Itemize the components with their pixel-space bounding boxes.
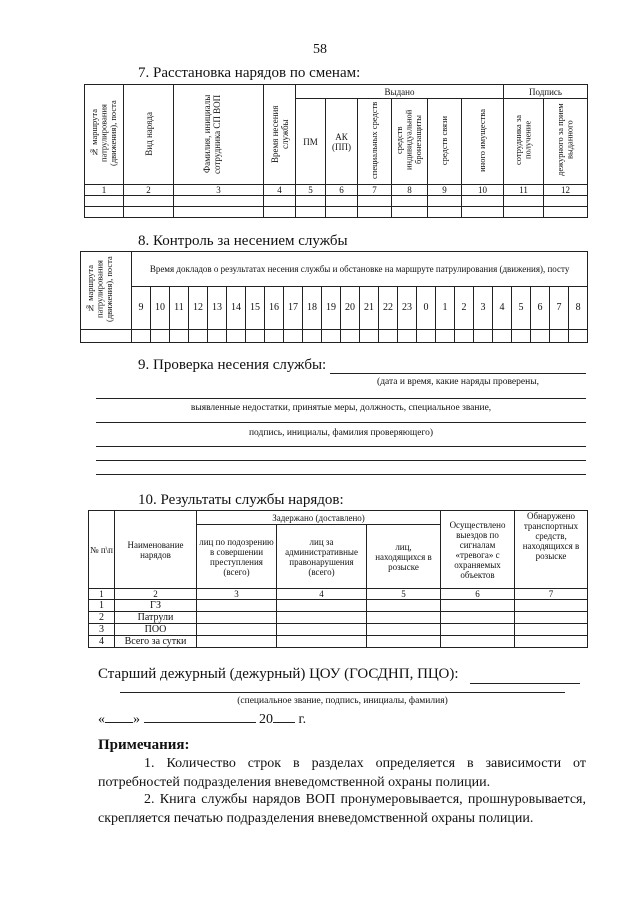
header-employee: Фамилия, инициалы сотрудника СП ВОП [174, 85, 264, 185]
date-line: « » 20 г. [98, 712, 307, 727]
section8-title: 8. Контроль за несением службы [138, 233, 348, 249]
col-number: 1 [85, 185, 124, 196]
col-number: 3 [174, 185, 264, 196]
header-special: специальных средств [358, 99, 392, 185]
fill-line [96, 422, 586, 423]
hour-cell: 5 [512, 286, 531, 329]
header-pm: ПМ [296, 99, 326, 185]
hour-cell: 3 [474, 286, 493, 329]
header-name: Наименование нарядов [115, 511, 197, 589]
hour-cell: 12 [189, 286, 208, 329]
fill-line [96, 460, 586, 461]
header-route: № маршрута патрулирования (движения), поста [81, 252, 132, 330]
row-num: 2 [89, 612, 115, 624]
col-number: 7 [358, 185, 392, 196]
header-duty-type: Вид наряда [124, 85, 174, 185]
header-signature: Подпись [504, 85, 588, 99]
col-number: 1 [89, 589, 115, 600]
hour-cell: 18 [303, 286, 322, 329]
hour-cell: 13 [208, 286, 227, 329]
row-name: Патрули [115, 612, 197, 624]
hour-cell: 17 [284, 286, 303, 329]
fill-line [96, 474, 586, 475]
table-row [89, 600, 588, 612]
hour-cell: 20 [341, 286, 360, 329]
col-number: 8 [392, 185, 428, 196]
hour-cell: 23 [398, 286, 417, 329]
hour-cell: 15 [246, 286, 265, 329]
header-num: № п\п [89, 511, 115, 589]
row-num: 3 [89, 624, 115, 636]
section9-title: 9. Проверка несения службы: [138, 357, 327, 373]
fill-line [330, 373, 586, 374]
col-number: 10 [462, 185, 504, 196]
signoff-label: Старший дежурный (дежурный) ЦОУ (ГОСДНП, ПЦО): [98, 666, 459, 682]
table-row [89, 612, 588, 624]
table-row [85, 207, 588, 218]
col-number: 5 [296, 185, 326, 196]
col-number: 7 [515, 589, 588, 600]
col-number: 2 [115, 589, 197, 600]
col-number: 4 [264, 185, 296, 196]
col-number: 11 [504, 185, 544, 196]
hour-cell: 9 [132, 286, 151, 329]
header-suspects: лиц по подозрению в совершении преступления (всего) [197, 525, 277, 589]
hour-cell: 1 [436, 286, 455, 329]
fill-line [96, 446, 586, 447]
hour-cell: 16 [265, 286, 284, 329]
col-number: 6 [326, 185, 358, 196]
col-number: 4 [277, 589, 367, 600]
header-report-time: Время докладов о результатах несения службы и обстановке на маршруте патрулирования (движения), посту [132, 252, 588, 287]
header-issued: Выдано [296, 85, 504, 99]
header-time: Время несения службы [264, 85, 296, 185]
hour-cell: 10 [151, 286, 170, 329]
duty-results-table [88, 510, 588, 648]
header-alarms: Осуществлено выездов по сигналам «тревога» с охраняемых объектов [441, 511, 515, 589]
hour-cell: 19 [322, 286, 341, 329]
page-number: 58 [313, 42, 327, 57]
notes-title: Примечания: [98, 737, 190, 753]
header-sign-receive: сотрудника за получение [504, 99, 544, 185]
service-control-table [80, 251, 588, 343]
caption-findings: выявленные недостатки, принятые меры, должность, специальное звание, [190, 403, 492, 413]
fill-line [120, 692, 565, 693]
header-wanted: лиц, находящихся в розыске [367, 525, 441, 589]
row-name: ПОО [115, 624, 197, 636]
hour-cell: 8 [569, 286, 588, 329]
header-comm: средств связи [428, 99, 462, 185]
fill-line [470, 683, 580, 684]
signoff-caption: (специальное звание, подпись, инициалы, фамилия) [237, 696, 448, 706]
header-sign-duty: дежурного за прием выданного [544, 99, 588, 185]
col-number: 5 [367, 589, 441, 600]
table-row [81, 329, 588, 342]
table-row [89, 636, 588, 648]
col-number: 12 [544, 185, 588, 196]
header-other: иного имущества [462, 99, 504, 185]
header-route: № маршрута патрулирования (движения), поста [85, 85, 124, 185]
note-1: 1. Количество строк в разделах определяется в зависимости от потребностей подразделения вневедомственной охраны полиции. [98, 756, 586, 790]
header-detained: Задержано (доставлено) [197, 511, 441, 525]
header-admin: лиц за административные правонарушения (всего) [277, 525, 367, 589]
fill-line [96, 398, 586, 399]
row-name: ГЗ [115, 600, 197, 612]
hour-cell: 2 [455, 286, 474, 329]
section10-title: 10. Результаты службы нарядов: [138, 492, 344, 508]
hour-cell: 21 [360, 286, 379, 329]
header-ak: АК (ПП) [326, 99, 358, 185]
hour-cell: 14 [227, 286, 246, 329]
header-vehicles: Обнаружено транспортных средств, находящихся в розыске [515, 511, 588, 589]
row-num: 1 [89, 600, 115, 612]
col-number: 6 [441, 589, 515, 600]
col-number: 3 [197, 589, 277, 600]
caption-inspector: подпись, инициалы, фамилия проверяющего) [248, 428, 434, 438]
duty-assignment-table [84, 84, 588, 218]
row-name: Всего за сутки [115, 636, 197, 648]
hour-cell: 0 [417, 286, 436, 329]
hour-cell: 6 [531, 286, 550, 329]
col-number: 2 [124, 185, 174, 196]
header-protection: средств индивидуальной бронезащиты [392, 99, 428, 185]
table-row [85, 196, 588, 207]
hour-cell: 11 [170, 286, 189, 329]
hour-cell: 7 [550, 286, 569, 329]
hour-cell: 22 [379, 286, 398, 329]
col-number: 9 [428, 185, 462, 196]
caption-date: (дата и время, какие наряды проверены, [377, 377, 539, 387]
table-row [89, 624, 588, 636]
hour-cell: 4 [493, 286, 512, 329]
note-2: 2. Книга службы нарядов ВОП пронумеровывается, прошнуровывается, скрепляется печатью подразделения вневедомственной охраны полиции. [98, 792, 586, 826]
section7-title: 7. Расстановка нарядов по сменам: [138, 65, 361, 81]
row-num: 4 [89, 636, 115, 648]
